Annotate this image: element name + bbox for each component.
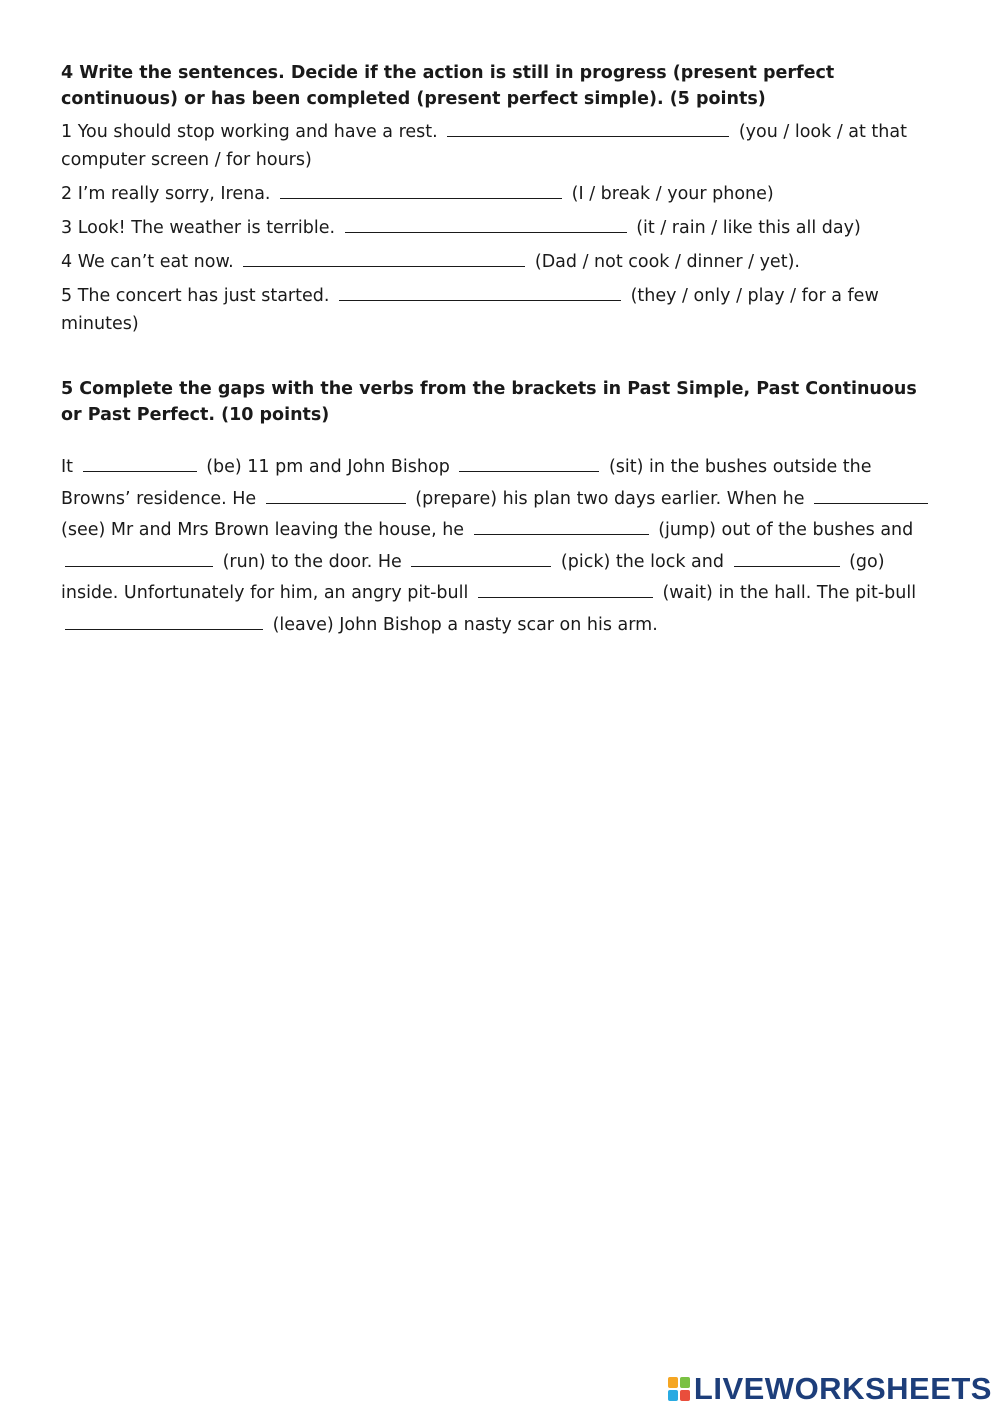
gap-blank-1[interactable] bbox=[83, 455, 197, 472]
item-hint: (Dad / not cook / dinner / yet). bbox=[534, 252, 800, 272]
gap-blank-10[interactable] bbox=[65, 613, 263, 630]
logo-text: LIVEWORKSHEETS bbox=[693, 1371, 992, 1406]
logo-square bbox=[668, 1390, 678, 1401]
para-text: (jump) out of the bushes and bbox=[658, 520, 914, 540]
item-hint: (you / look / at that computer screen / for hours) bbox=[61, 122, 907, 170]
para-text: (leave) John Bishop a nasty scar on his arm. bbox=[272, 614, 658, 635]
logo-square bbox=[680, 1377, 690, 1388]
exercise-item-2 bbox=[61, 180, 941, 208]
gap-blank-3[interactable] bbox=[266, 487, 406, 504]
logo-square bbox=[680, 1390, 690, 1401]
gap-blank-7[interactable] bbox=[411, 550, 551, 567]
para-text: (pick) the lock and bbox=[560, 551, 724, 572]
gap-blank-8[interactable] bbox=[734, 550, 840, 567]
answer-blank-3[interactable] bbox=[345, 216, 627, 233]
section-5-heading: 5 Complete the gaps with the verbs from the brackets in Past Simple, Past Continuous or Past Perfect. (10 points) bbox=[61, 379, 917, 425]
gap-blank-5[interactable] bbox=[474, 518, 649, 535]
para-text: (go) inside. Unfortunately for him, an angry pit-bull bbox=[61, 551, 885, 603]
item-hint: (I / break / your phone) bbox=[571, 184, 774, 204]
item-text: 3 Look! The weather is terrible. bbox=[61, 218, 336, 238]
item-text: 4 We can’t eat now. bbox=[61, 252, 234, 272]
worksheet-page bbox=[61, 60, 941, 641]
exercise-item-3 bbox=[61, 214, 941, 242]
gap-fill-paragraph bbox=[61, 452, 941, 641]
item-text: 2 I’m really sorry, Irena. bbox=[61, 184, 271, 204]
gap-blank-6[interactable] bbox=[65, 550, 213, 567]
item-hint: (it / rain / like this all day) bbox=[636, 218, 861, 238]
answer-blank-5[interactable] bbox=[339, 284, 621, 301]
para-text: (run) to the door. He bbox=[222, 551, 402, 572]
exercise-item-5 bbox=[61, 282, 941, 338]
gap-blank-2[interactable] bbox=[459, 455, 599, 472]
answer-blank-2[interactable] bbox=[280, 182, 562, 199]
para-text: (prepare) his plan two days earlier. When he bbox=[415, 488, 805, 509]
exercise-item-4 bbox=[61, 248, 941, 276]
para-text: (be) 11 pm and John Bishop bbox=[206, 457, 450, 477]
logo-squares-icon bbox=[668, 1377, 690, 1401]
para-text: (sit) in the bushes outside the Browns’ residence. He bbox=[61, 457, 872, 509]
section-4-heading: 4 Write the sentences. Decide if the action is still in progress (present perfect continuous) or has been completed (present perfect simple). (5 points) bbox=[61, 63, 835, 109]
liveworksheets-logo bbox=[668, 1371, 992, 1407]
answer-blank-1[interactable] bbox=[447, 120, 729, 137]
para-text: It bbox=[61, 457, 74, 477]
exercise-item-1 bbox=[61, 118, 941, 174]
logo-square bbox=[668, 1377, 678, 1388]
para-text: (wait) in the hall. The pit-bull bbox=[662, 583, 917, 603]
answer-blank-4[interactable] bbox=[243, 250, 525, 267]
gap-blank-4[interactable] bbox=[814, 487, 928, 504]
item-text: 1 You should stop working and have a rest. bbox=[61, 122, 438, 142]
gap-blank-9[interactable] bbox=[478, 581, 653, 598]
para-text: (see) Mr and Mrs Brown leaving the house, he bbox=[61, 520, 465, 540]
item-hint: (they / only / play / for a few minutes) bbox=[61, 286, 879, 334]
item-text: 5 The concert has just started. bbox=[61, 286, 330, 306]
